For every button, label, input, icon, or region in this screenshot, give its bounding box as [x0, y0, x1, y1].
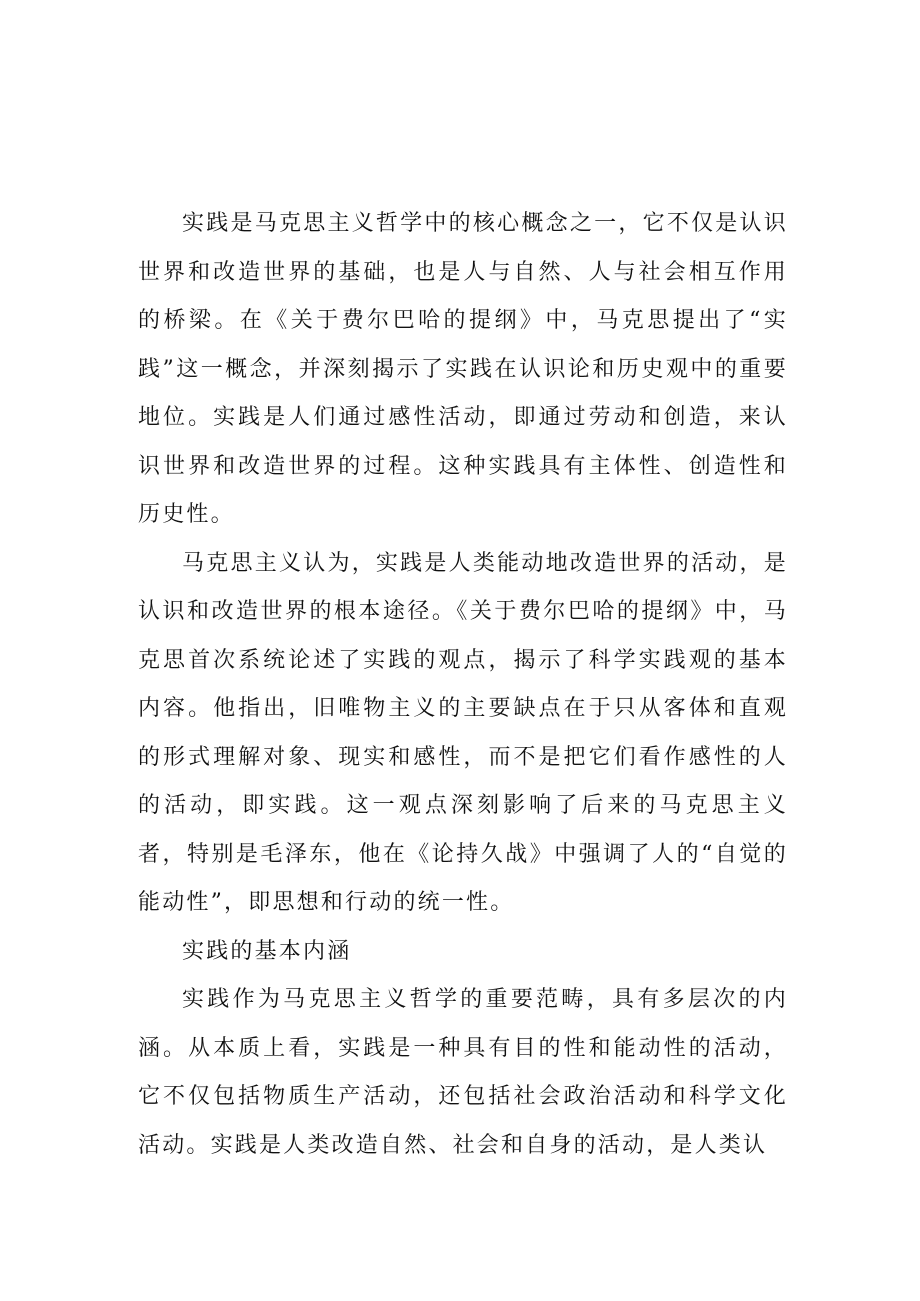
document-page	[138, 200, 788, 1170]
paragraph-practice-meaning: 实践作为马克思主义哲学的重要范畴，具有多层次的内涵。从本质上看，实践是一种具有目的性和能动性的活动，它不仅包括物质生产活动，还包括社会政治活动和科学文化活动。实践是人类改造自然、社会和自身的活动，是人类认	[138, 987, 788, 1158]
section-heading: 实践的基本内涵	[182, 938, 352, 964]
paragraph-practice-concept: 实践是马克思主义哲学中的核心概念之一，它不仅是认识世界和改造世界的基础，也是人与自然、人与社会相互作用的桥梁。在《关于费尔巴哈的提纲》中，马克思提出了“实践”这一概念，并深刻揭示了实践在认识论和历史观中的重要地位。实践是人们通过感性活动，即通过劳动和创造，来认识世界和改造世界的过程。这种实践具有主体性、创造性和历史性。	[138, 211, 788, 527]
paragraph-marxism-practice: 马克思主义认为，实践是人类能动地改造世界的活动，是认识和改造世界的根本途径。《关于费尔巴哈的提纲》中，马克思首次系统论述了实践的观点，揭示了科学实践观的基本内容。他指出，旧唯物主义的主要缺点在于只从客体和直观的形式理解对象、现实和感性，而不是把它们看作感性的人的活动，即实践。这一观点深刻影响了后来的马克思主义者，特别是毛泽东，他在《论持久战》中强调了人的“自觉的能动性”，即思想和行动的统一性。	[138, 550, 788, 915]
